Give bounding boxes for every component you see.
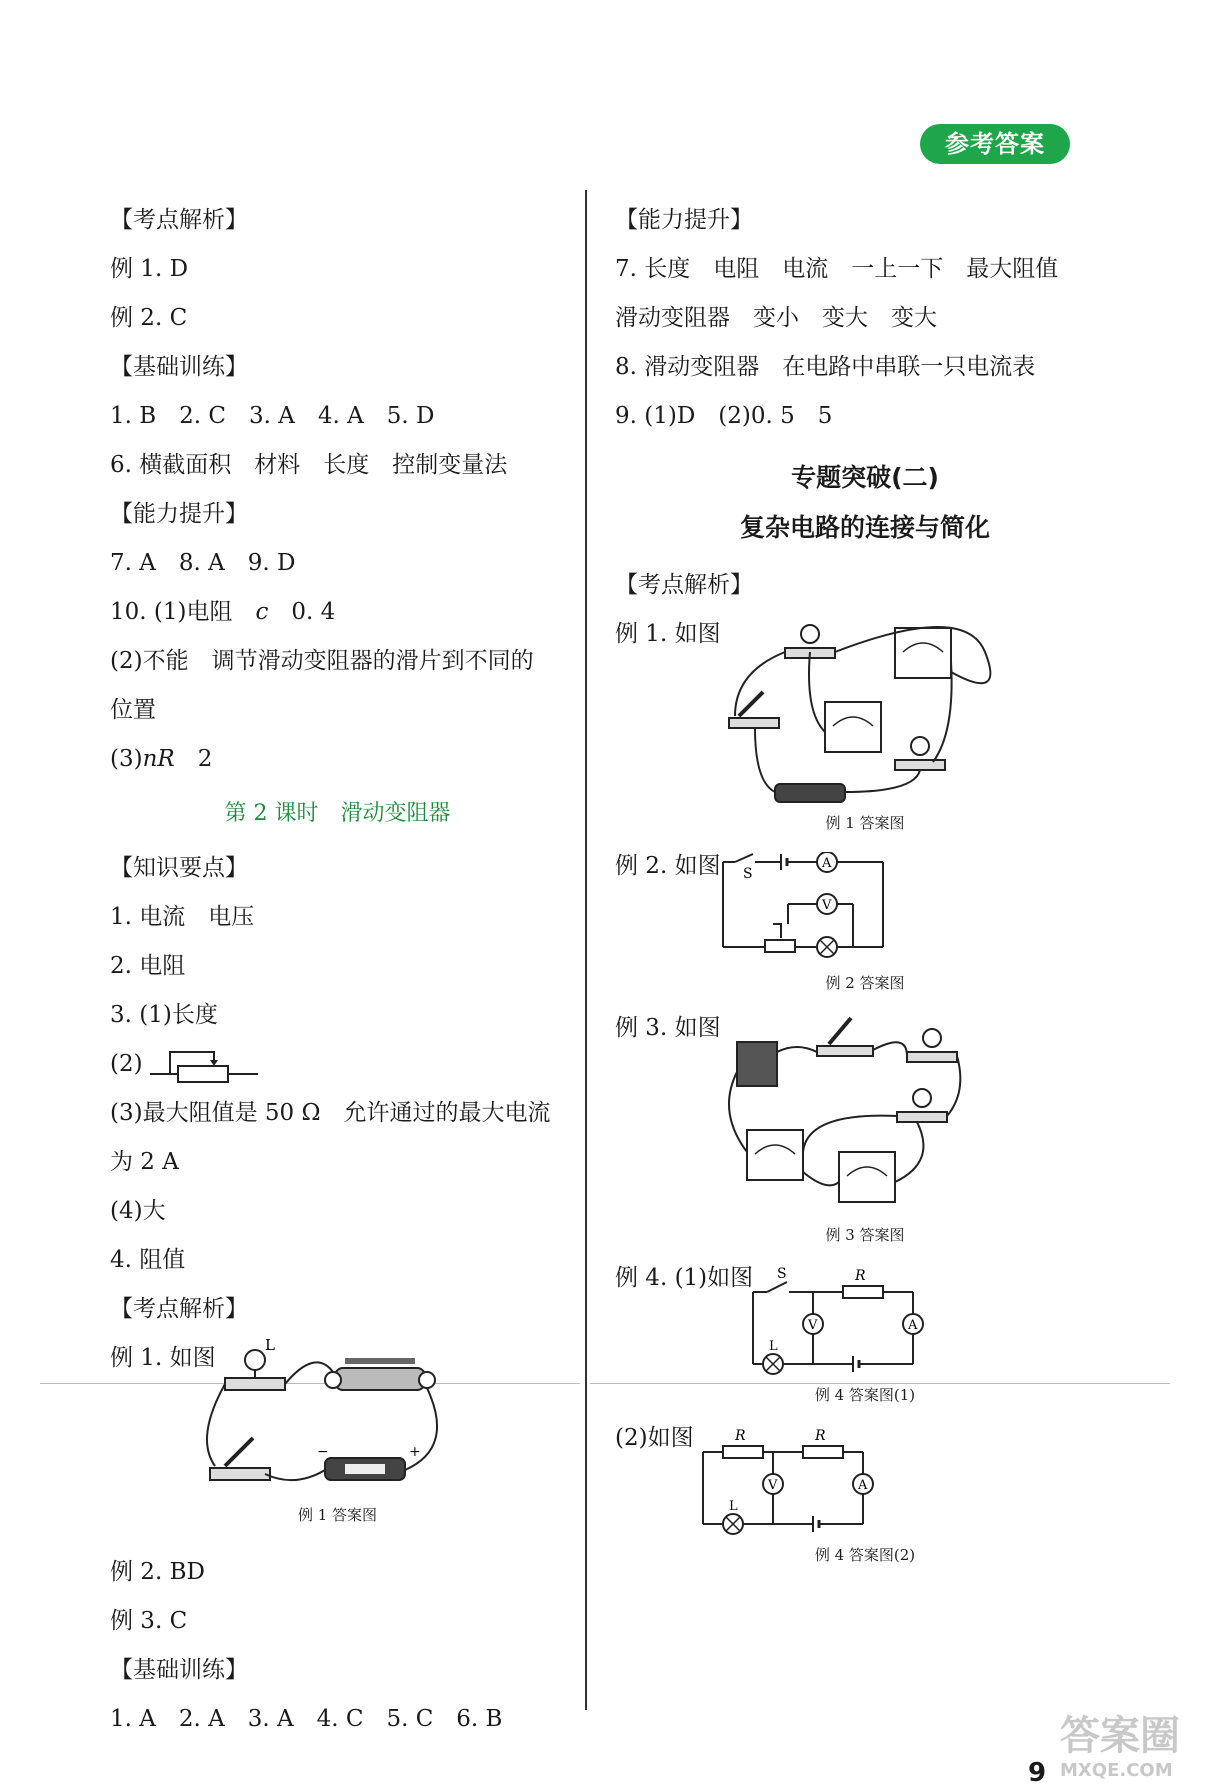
resistor1-label: R bbox=[735, 1428, 746, 1444]
answer-line: 3. (1)长度 bbox=[110, 1002, 218, 1028]
ammeter-voltmeter-circuit-diagram bbox=[713, 852, 913, 962]
answer-line: 例 2. 如图 bbox=[615, 853, 721, 879]
answer-line: 4. 阻值 bbox=[110, 1247, 186, 1273]
answer-line: 9. (1)D (2)0. 5 5 bbox=[615, 403, 833, 429]
answer-line: (2)不能 调节滑动变阻器的滑片到不同的 bbox=[110, 648, 534, 674]
lesson-title: 第 2 课时 滑动变阻器 bbox=[224, 801, 451, 826]
switch-label: S bbox=[777, 1266, 787, 1282]
answer-line: 7. A 8. A 9. D bbox=[110, 550, 296, 576]
lamp-label: L bbox=[729, 1499, 738, 1514]
watermark-logo bbox=[1060, 1712, 1210, 1792]
section-heading: 【能力提升】 bbox=[615, 207, 753, 233]
spacer bbox=[110, 1528, 565, 1548]
page-number: 9 bbox=[1028, 1758, 1047, 1788]
section-heading: 【能力提升】 bbox=[110, 501, 248, 527]
answer-text: (2) bbox=[110, 1051, 143, 1077]
right-column bbox=[615, 196, 1115, 1568]
voltmeter-label: V bbox=[822, 898, 832, 913]
topic-title: 专题突破(二) bbox=[791, 463, 939, 492]
example1-figure bbox=[615, 610, 1115, 810]
lamp-label: L bbox=[265, 1338, 275, 1354]
rheostat-symbol-icon bbox=[150, 1046, 260, 1086]
figure-caption: 例 1 答案图 bbox=[297, 1506, 378, 1524]
example1-figure bbox=[110, 1334, 565, 1502]
answer-line bbox=[110, 1040, 565, 1089]
answer-line: 例 3. C bbox=[110, 1608, 188, 1634]
answer-line: 例 1. D bbox=[110, 256, 189, 282]
voltmeter-circuit-diagram bbox=[715, 612, 1005, 812]
figure-caption: 例 4 答案图(1) bbox=[814, 1386, 916, 1404]
ammeter-label: A bbox=[822, 856, 832, 871]
resistor2-label: R bbox=[815, 1428, 826, 1444]
answer-line: (2)如图 bbox=[615, 1425, 694, 1451]
svg-text:+: + bbox=[409, 1444, 421, 1460]
answer-line: 滑动变阻器 变小 变大 变大 bbox=[615, 305, 937, 331]
section-heading: 【考点解析】 bbox=[110, 1296, 248, 1322]
voltmeter-label: V bbox=[768, 1478, 778, 1493]
series-lamp-resistor-circuit-diagram bbox=[743, 1264, 943, 1384]
topic-subtitle: 复杂电路的连接与简化 bbox=[739, 513, 990, 542]
answer-text: 0. 4 bbox=[268, 599, 336, 625]
figure-caption: 例 2 答案图 bbox=[825, 974, 905, 992]
figure-caption: 例 1 答案图 bbox=[825, 814, 905, 832]
ammeter-label: A bbox=[908, 1318, 918, 1333]
answer-text: 10. (1)电阻 bbox=[110, 599, 256, 625]
example4a-figure bbox=[615, 1262, 1115, 1382]
two-resistor-circuit-diagram bbox=[693, 1424, 893, 1544]
section-heading: 【考点解析】 bbox=[110, 207, 248, 233]
answer-line: 1. A 2. A 3. A 4. C 5. C 6. B bbox=[110, 1706, 503, 1732]
answer-line: 例 2. BD bbox=[110, 1559, 205, 1585]
answer-line: 例 4. (1)如图 bbox=[615, 1265, 754, 1291]
left-column bbox=[110, 196, 565, 1744]
answer-key-badge: 参考答案 bbox=[920, 124, 1070, 164]
example3-figure bbox=[615, 1012, 1115, 1222]
lamp-label: L bbox=[769, 1339, 778, 1354]
answer-line: 例 1. 如图 bbox=[615, 621, 721, 647]
answer-line: (3)最大阻值是 50 Ω 允许通过的最大电流 bbox=[110, 1100, 551, 1126]
section-heading: 【知识要点】 bbox=[110, 855, 248, 881]
answer-line: 2. 电阻 bbox=[110, 953, 186, 979]
column-divider bbox=[585, 190, 587, 1710]
answer-line: 7. 长度 电阻 电流 一上一下 最大阻值 bbox=[615, 256, 1059, 282]
answer-line: 6. 横截面积 材料 长度 控制变量法 bbox=[110, 452, 508, 478]
switch-label: S bbox=[743, 866, 753, 882]
ammeter-label: A bbox=[858, 1478, 868, 1493]
answer-line: 8. 滑动变阻器 在电路中串联一只电流表 bbox=[615, 354, 1036, 380]
section-heading: 【基础训练】 bbox=[110, 354, 248, 380]
answer-line bbox=[110, 735, 565, 784]
watermark-url: MXQE.COM bbox=[1060, 1760, 1173, 1781]
answer-line: 例 1. 如图 bbox=[110, 1345, 216, 1371]
ammeter-parallel-circuit-diagram bbox=[717, 1012, 977, 1222]
svg-text:−: − bbox=[317, 1444, 329, 1460]
watermark-text: 答案圈 bbox=[1060, 1713, 1180, 1759]
section-heading: 【考点解析】 bbox=[615, 572, 753, 598]
voltmeter-label: V bbox=[808, 1318, 818, 1333]
answer-text: (3) bbox=[110, 746, 143, 772]
answer-line bbox=[110, 588, 565, 637]
answer-line: 为 2 A bbox=[110, 1149, 179, 1175]
example2-figure bbox=[615, 850, 1115, 970]
answer-line: 1. B 2. C 3. A 4. A 5. D bbox=[110, 403, 435, 429]
figure-caption: 例 3 答案图 bbox=[825, 1226, 905, 1244]
rheostat-circuit-diagram bbox=[205, 1338, 535, 1498]
answer-line: (4)大 bbox=[110, 1198, 166, 1224]
answer-variable: c bbox=[255, 599, 269, 625]
resistor-label: R bbox=[855, 1268, 866, 1284]
answer-line: 例 3. 如图 bbox=[615, 1015, 721, 1041]
figure-caption: 例 4 答案图(2) bbox=[814, 1546, 916, 1564]
answer-variable: nR bbox=[142, 746, 175, 772]
answer-line: 位置 bbox=[110, 697, 156, 723]
answer-line: 1. 电流 电压 bbox=[110, 904, 255, 930]
answer-line: 例 2. C bbox=[110, 305, 188, 331]
example4b-figure bbox=[615, 1422, 1115, 1542]
section-heading: 【基础训练】 bbox=[110, 1657, 248, 1683]
answer-text: 2 bbox=[174, 746, 213, 772]
